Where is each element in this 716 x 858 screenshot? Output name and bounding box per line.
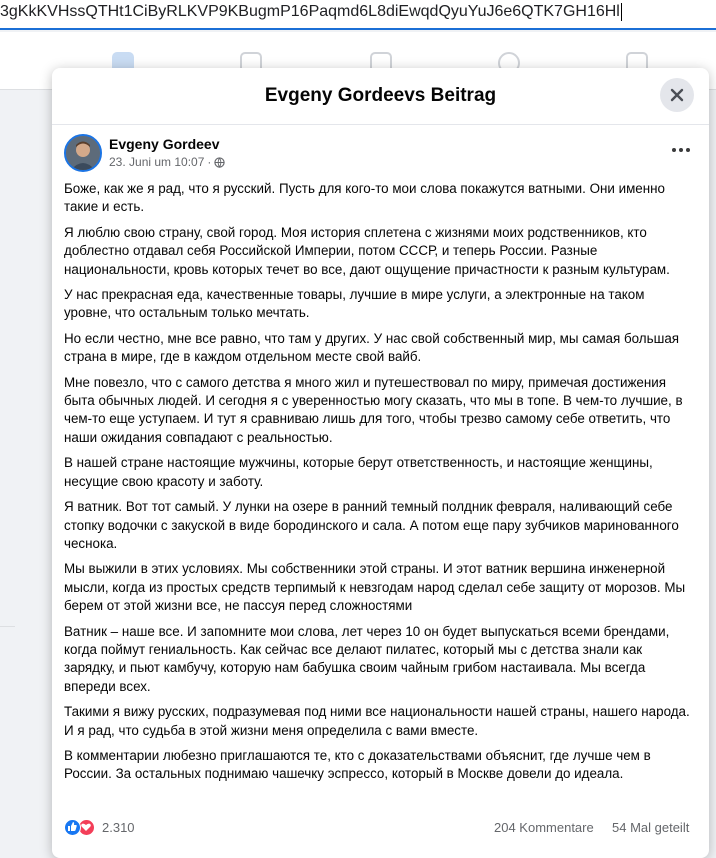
text-caret	[621, 3, 622, 21]
post-paragraph: Но если честно, мне все равно, что там у других. У нас свой собственный мир, мы самая большая страна в мире, где в каждом отдельном месте свой вайб.	[64, 330, 680, 365]
post-paragraph: Ватник – наше все. И запомните мои слова, лет через 10 он будет выпускаться всеми брендами, когда поймут гениальность. Как сейчас все делают пилатес, который мы с детства знали как зарядку, и пьют камбучу, которую нам бабушка своим чайным грибом настаивала. Мы всегда впереди всех.	[64, 623, 670, 694]
post-text	[64, 180, 694, 791]
post-paragraph: Я ватник. Вот тот самый. У лунки на озере в ранний темный полдник февраля, наливающий себе стопку водочки с закуской в виде бородинского и сала. А потом еще пару зубчиков маринованного чеснока.	[64, 499, 679, 551]
address-bar[interactable]	[0, 0, 716, 30]
close-button[interactable]	[660, 78, 694, 112]
post-timestamp[interactable]: 23. Juni um 10:07	[109, 155, 205, 169]
reactions-count[interactable]: 2.310	[102, 820, 135, 835]
post-header	[64, 134, 694, 176]
author-name[interactable]: Evgeny Gordeev	[109, 136, 220, 152]
left-background	[0, 91, 60, 845]
profile-photo	[66, 136, 100, 170]
post-paragraph: У нас прекрасная еда, качественные товары, лучшие в мире услуги, а электронные на таком уровне, что остальным только мечтать.	[64, 287, 645, 321]
post-footer	[64, 818, 696, 838]
post-meta	[109, 155, 225, 169]
reactions-summary[interactable]	[64, 819, 98, 837]
post-paragraph: Я люблю свою страну, свой город. Моя история сплетена с жизнями моих родственников, кто доблестно отдавал себя Российской Империи, потом СССР, и теперь России. Разные национальности, кровь которых течет во все, дают ощущение причастности к разным культурам.	[64, 224, 670, 277]
post-paragraph: Такими я вижу русских, подразумевая под ними все национальности нашей страны, нашего народа. И я рад, что судьба в этой жизни меня определила с вами вместе.	[64, 704, 690, 738]
post-paragraph: Мы выжили в этих условиях. Мы собственники этой страны. И этот ватник вершина инженерной мысли, когда из простых средств терпимый к невзгодам народ сделал себе защиту от морозов. Мы берем от этой жизни все, не пассуя перед сложностями	[64, 561, 686, 614]
dialog-title: Evgeny Gordeevs Beitrag	[264, 85, 497, 106]
post-paragraph: В нашей стране настоящие мужчины, которые берут ответственность, и настоящие женщины, несущие свою красоту и заботу.	[64, 455, 653, 489]
meta-separator: ·	[207, 155, 212, 169]
avatar[interactable]	[64, 134, 102, 172]
like-icon	[64, 819, 81, 836]
more-options-button[interactable]	[670, 140, 692, 160]
url-text: 3gKkKVHssQTHt1CiByRLKVP9KBugmP16Paqmd6L8diEwqdQyuYuJ6e6QTK7GH16Hl	[0, 3, 620, 20]
more-icon	[671, 147, 691, 153]
post-dialog	[52, 68, 709, 858]
comments-count[interactable]: 204 Kommentare	[494, 820, 594, 835]
post-paragraph: В комментарии любезно приглашаются те, кто с доказательствами объяснит, где лучше чем в России. За остальных поднимаю чашечку эспрессо, который в Москве довели до идеала.	[64, 747, 651, 782]
divider	[0, 626, 15, 627]
globe-icon	[214, 157, 225, 168]
post-paragraph: Мне повезло, что с самого детства я много жил и путешествовал по миру, примечая достижения быта обычных людей. И сегодня я с уверенностью могу сказать, что мы в топе. В чем-то лучшие, в чем-то еще уступаем. И тут я сравниваю лишь для того, чтобы трезво самому себе ответить, что наши ожидания совпадают с реальностью.	[64, 374, 683, 445]
dialog-header	[52, 68, 709, 125]
shares-count[interactable]: 54 Mal geteilt	[612, 820, 690, 835]
post-paragraph: Боже, как же я рад, что я русский. Пусть для кого-то мои слова покажутся ватными. Они именно такие и есть.	[64, 181, 665, 215]
close-icon	[669, 87, 685, 103]
